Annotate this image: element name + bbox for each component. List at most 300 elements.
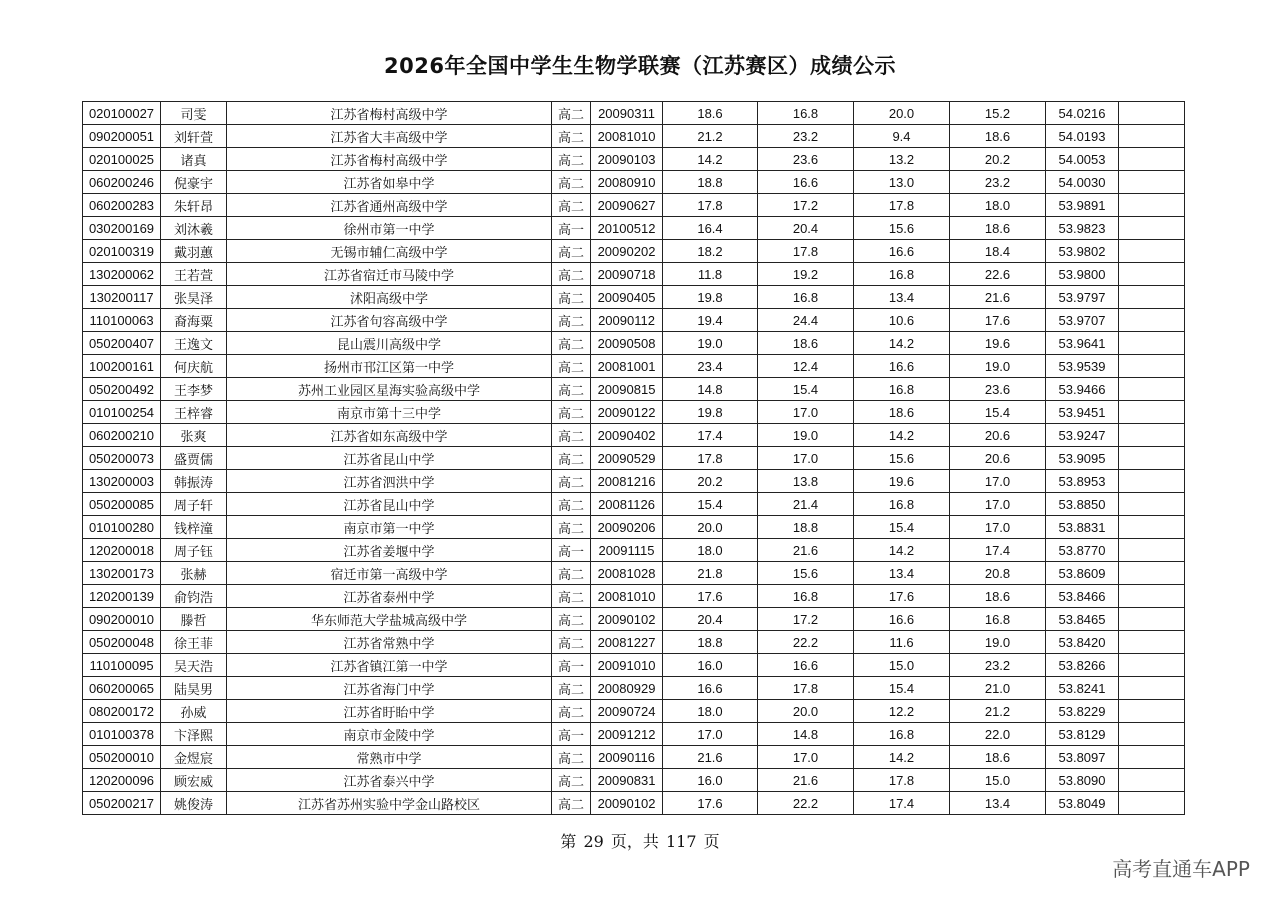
student-name-cell: 王逸文 — [161, 332, 227, 355]
table-row — [83, 677, 1185, 700]
empty-cell — [1119, 171, 1185, 194]
student-id-cell: 120200139 — [83, 585, 161, 608]
score-cell: 15.4 — [663, 493, 758, 516]
total-score-cell: 54.0216 — [1046, 102, 1119, 125]
student-id-cell: 020100319 — [83, 240, 161, 263]
total-score-cell: 53.9802 — [1046, 240, 1119, 263]
score-cell: 23.6 — [950, 378, 1046, 401]
table-row — [83, 608, 1185, 631]
score-cell: 11.8 — [663, 263, 758, 286]
table-row — [83, 700, 1185, 723]
score-cell: 23.6 — [758, 148, 854, 171]
empty-cell — [1119, 746, 1185, 769]
empty-cell — [1119, 194, 1185, 217]
birthdate-cell: 20090122 — [591, 401, 663, 424]
score-cell: 17.4 — [950, 539, 1046, 562]
score-cell: 22.2 — [758, 792, 854, 815]
score-cell: 18.0 — [950, 194, 1046, 217]
score-cell: 13.0 — [854, 171, 950, 194]
empty-cell — [1119, 424, 1185, 447]
table-row — [83, 539, 1185, 562]
school-cell: 江苏省昆山中学 — [227, 493, 552, 516]
total-score-cell: 53.8229 — [1046, 700, 1119, 723]
score-cell: 16.8 — [854, 493, 950, 516]
score-cell: 14.2 — [663, 148, 758, 171]
empty-cell — [1119, 700, 1185, 723]
grade-cell: 高二 — [552, 424, 591, 447]
score-cell: 16.8 — [854, 378, 950, 401]
school-cell: 扬州市邗江区第一中学 — [227, 355, 552, 378]
score-cell: 17.0 — [758, 746, 854, 769]
birthdate-cell: 20090103 — [591, 148, 663, 171]
table-row — [83, 447, 1185, 470]
birthdate-cell: 20091010 — [591, 654, 663, 677]
score-cell: 16.4 — [663, 217, 758, 240]
table-row — [83, 631, 1185, 654]
empty-cell — [1119, 562, 1185, 585]
student-name-cell: 刘沐羲 — [161, 217, 227, 240]
table-row — [83, 332, 1185, 355]
grade-cell: 高二 — [552, 401, 591, 424]
total-score-cell: 54.0053 — [1046, 148, 1119, 171]
score-cell: 17.6 — [663, 585, 758, 608]
total-score-cell: 53.8953 — [1046, 470, 1119, 493]
birthdate-cell: 20091212 — [591, 723, 663, 746]
score-cell: 23.2 — [950, 654, 1046, 677]
grade-cell: 高二 — [552, 447, 591, 470]
total-score-cell: 53.9800 — [1046, 263, 1119, 286]
birthdate-cell: 20100512 — [591, 217, 663, 240]
school-cell: 无锡市辅仁高级中学 — [227, 240, 552, 263]
grade-cell: 高二 — [552, 263, 591, 286]
birthdate-cell: 20080929 — [591, 677, 663, 700]
total-score-cell: 53.8129 — [1046, 723, 1119, 746]
empty-cell — [1119, 470, 1185, 493]
score-cell: 24.4 — [758, 309, 854, 332]
student-id-cell: 060200065 — [83, 677, 161, 700]
student-id-cell: 010100378 — [83, 723, 161, 746]
total-score-cell: 53.8090 — [1046, 769, 1119, 792]
score-cell: 12.2 — [854, 700, 950, 723]
school-cell: 江苏省苏州实验中学金山路校区 — [227, 792, 552, 815]
total-score-cell: 53.8831 — [1046, 516, 1119, 539]
total-score-cell: 53.9539 — [1046, 355, 1119, 378]
school-cell: 南京市金陵中学 — [227, 723, 552, 746]
student-name-cell: 陆昊男 — [161, 677, 227, 700]
score-cell: 20.0 — [758, 700, 854, 723]
score-cell: 18.4 — [950, 240, 1046, 263]
school-cell: 江苏省泰州中学 — [227, 585, 552, 608]
grade-cell: 高二 — [552, 286, 591, 309]
student-name-cell: 何庆航 — [161, 355, 227, 378]
student-name-cell: 张爽 — [161, 424, 227, 447]
empty-cell — [1119, 263, 1185, 286]
empty-cell — [1119, 654, 1185, 677]
student-name-cell: 张赫 — [161, 562, 227, 585]
score-cell: 17.0 — [663, 723, 758, 746]
score-cell: 20.8 — [950, 562, 1046, 585]
student-id-cell: 050200010 — [83, 746, 161, 769]
score-cell: 16.8 — [758, 286, 854, 309]
grade-cell: 高二 — [552, 562, 591, 585]
score-cell: 16.8 — [854, 723, 950, 746]
total-score-cell: 53.9466 — [1046, 378, 1119, 401]
grade-cell: 高二 — [552, 309, 591, 332]
score-cell: 22.2 — [758, 631, 854, 654]
birthdate-cell: 20090116 — [591, 746, 663, 769]
score-cell: 19.0 — [758, 424, 854, 447]
student-name-cell: 韩振涛 — [161, 470, 227, 493]
school-cell: 江苏省句容高级中学 — [227, 309, 552, 332]
score-cell: 17.8 — [854, 769, 950, 792]
total-score-cell: 53.8770 — [1046, 539, 1119, 562]
score-cell: 21.2 — [663, 125, 758, 148]
grade-cell: 高二 — [552, 102, 591, 125]
empty-cell — [1119, 309, 1185, 332]
birthdate-cell: 20090831 — [591, 769, 663, 792]
student-id-cell: 130200003 — [83, 470, 161, 493]
grade-cell: 高二 — [552, 240, 591, 263]
grade-cell: 高二 — [552, 355, 591, 378]
table-row — [83, 585, 1185, 608]
table-row — [83, 194, 1185, 217]
birthdate-cell: 20090102 — [591, 792, 663, 815]
grade-cell: 高二 — [552, 769, 591, 792]
score-cell: 20.6 — [950, 424, 1046, 447]
grade-cell: 高二 — [552, 608, 591, 631]
score-cell: 15.4 — [854, 516, 950, 539]
table-row — [83, 125, 1185, 148]
birthdate-cell: 20081010 — [591, 125, 663, 148]
score-cell: 21.6 — [950, 286, 1046, 309]
school-cell: 江苏省姜堰中学 — [227, 539, 552, 562]
score-cell: 15.4 — [950, 401, 1046, 424]
student-name-cell: 顾宏威 — [161, 769, 227, 792]
grade-cell: 高一 — [552, 723, 591, 746]
score-cell: 15.6 — [854, 217, 950, 240]
score-cell: 9.4 — [854, 125, 950, 148]
empty-cell — [1119, 378, 1185, 401]
birthdate-cell: 20081028 — [591, 562, 663, 585]
score-cell: 17.8 — [663, 447, 758, 470]
score-cell: 16.6 — [663, 677, 758, 700]
score-cell: 19.0 — [950, 355, 1046, 378]
score-cell: 19.0 — [950, 631, 1046, 654]
school-cell: 江苏省宿迁市马陵中学 — [227, 263, 552, 286]
total-score-cell: 53.8241 — [1046, 677, 1119, 700]
birthdate-cell: 20081126 — [591, 493, 663, 516]
birthdate-cell: 20081227 — [591, 631, 663, 654]
empty-cell — [1119, 493, 1185, 516]
score-cell: 18.6 — [663, 102, 758, 125]
score-cell: 16.6 — [758, 654, 854, 677]
school-cell: 江苏省泗洪中学 — [227, 470, 552, 493]
score-cell: 20.0 — [854, 102, 950, 125]
score-cell: 18.6 — [950, 746, 1046, 769]
table-row — [83, 769, 1185, 792]
empty-cell — [1119, 516, 1185, 539]
empty-cell — [1119, 240, 1185, 263]
birthdate-cell: 20090627 — [591, 194, 663, 217]
birthdate-cell: 20081216 — [591, 470, 663, 493]
student-name-cell: 孙威 — [161, 700, 227, 723]
grade-cell: 高二 — [552, 148, 591, 171]
grade-cell: 高二 — [552, 470, 591, 493]
grade-cell: 高二 — [552, 194, 591, 217]
score-cell: 17.8 — [854, 194, 950, 217]
score-cell: 17.2 — [758, 194, 854, 217]
birthdate-cell: 20090206 — [591, 516, 663, 539]
birthdate-cell: 20080910 — [591, 171, 663, 194]
score-cell: 17.6 — [663, 792, 758, 815]
student-name-cell: 金煜宸 — [161, 746, 227, 769]
score-cell: 15.4 — [758, 378, 854, 401]
student-id-cell: 080200172 — [83, 700, 161, 723]
score-cell: 13.4 — [854, 562, 950, 585]
score-cell: 17.8 — [663, 194, 758, 217]
score-cell: 18.0 — [663, 539, 758, 562]
score-cell: 19.8 — [663, 286, 758, 309]
score-cell: 21.0 — [950, 677, 1046, 700]
student-name-cell: 裔海粟 — [161, 309, 227, 332]
empty-cell — [1119, 401, 1185, 424]
total-score-cell: 53.9247 — [1046, 424, 1119, 447]
school-cell: 苏州工业园区星海实验高级中学 — [227, 378, 552, 401]
student-name-cell: 王梓睿 — [161, 401, 227, 424]
table-row — [83, 102, 1185, 125]
score-cell: 11.6 — [854, 631, 950, 654]
school-cell: 江苏省通州高级中学 — [227, 194, 552, 217]
total-score-cell: 53.9095 — [1046, 447, 1119, 470]
grade-cell: 高二 — [552, 125, 591, 148]
empty-cell — [1119, 332, 1185, 355]
student-id-cell: 020100025 — [83, 148, 161, 171]
student-id-cell: 050200407 — [83, 332, 161, 355]
student-name-cell: 周子钰 — [161, 539, 227, 562]
student-name-cell: 司雯 — [161, 102, 227, 125]
student-id-cell: 060200246 — [83, 171, 161, 194]
student-id-cell: 030200169 — [83, 217, 161, 240]
student-id-cell: 050200085 — [83, 493, 161, 516]
score-cell: 18.0 — [663, 700, 758, 723]
total-score-cell: 53.9797 — [1046, 286, 1119, 309]
score-cell: 12.4 — [758, 355, 854, 378]
table-row — [83, 171, 1185, 194]
watermark-logo-text: 高考直通车APP — [1112, 857, 1250, 881]
score-cell: 16.6 — [854, 240, 950, 263]
score-cell: 19.6 — [854, 470, 950, 493]
student-id-cell: 120200018 — [83, 539, 161, 562]
student-name-cell: 钱梓潼 — [161, 516, 227, 539]
student-name-cell: 徐王菲 — [161, 631, 227, 654]
grade-cell: 高二 — [552, 746, 591, 769]
student-id-cell: 010100254 — [83, 401, 161, 424]
total-score-cell: 53.8609 — [1046, 562, 1119, 585]
score-cell: 21.6 — [758, 539, 854, 562]
score-cell: 17.0 — [950, 516, 1046, 539]
score-cell: 23.4 — [663, 355, 758, 378]
school-cell: 常熟市中学 — [227, 746, 552, 769]
total-score-cell: 53.8420 — [1046, 631, 1119, 654]
score-cell: 18.6 — [950, 125, 1046, 148]
student-id-cell: 050200217 — [83, 792, 161, 815]
birthdate-cell: 20090402 — [591, 424, 663, 447]
score-cell: 17.8 — [758, 240, 854, 263]
empty-cell — [1119, 217, 1185, 240]
total-score-cell: 54.0030 — [1046, 171, 1119, 194]
total-score-cell: 53.9707 — [1046, 309, 1119, 332]
birthdate-cell: 20090718 — [591, 263, 663, 286]
school-cell: 沭阳高级中学 — [227, 286, 552, 309]
score-cell: 14.8 — [758, 723, 854, 746]
birthdate-cell: 20081001 — [591, 355, 663, 378]
total-score-cell: 53.8466 — [1046, 585, 1119, 608]
score-cell: 14.2 — [854, 332, 950, 355]
score-cell: 18.2 — [663, 240, 758, 263]
score-cell: 13.4 — [854, 286, 950, 309]
table-row — [83, 562, 1185, 585]
score-cell: 16.6 — [854, 608, 950, 631]
score-cell: 18.8 — [663, 631, 758, 654]
score-table — [82, 101, 1185, 815]
student-name-cell: 姚俊涛 — [161, 792, 227, 815]
score-cell: 21.2 — [950, 700, 1046, 723]
score-cell: 14.2 — [854, 424, 950, 447]
student-id-cell: 130200117 — [83, 286, 161, 309]
empty-cell — [1119, 769, 1185, 792]
score-cell: 19.8 — [663, 401, 758, 424]
school-cell: 华东师范大学盐城高级中学 — [227, 608, 552, 631]
score-cell: 17.0 — [950, 470, 1046, 493]
birthdate-cell: 20090311 — [591, 102, 663, 125]
total-score-cell: 53.8465 — [1046, 608, 1119, 631]
score-cell: 19.2 — [758, 263, 854, 286]
empty-cell — [1119, 539, 1185, 562]
score-cell: 15.6 — [854, 447, 950, 470]
table-row — [83, 401, 1185, 424]
grade-cell: 高二 — [552, 631, 591, 654]
table-row — [83, 493, 1185, 516]
student-id-cell: 110100095 — [83, 654, 161, 677]
score-cell: 17.4 — [663, 424, 758, 447]
student-name-cell: 滕哲 — [161, 608, 227, 631]
score-cell: 20.6 — [950, 447, 1046, 470]
score-cell: 13.4 — [950, 792, 1046, 815]
student-id-cell: 010100280 — [83, 516, 161, 539]
score-cell: 18.6 — [950, 217, 1046, 240]
score-cell: 16.6 — [758, 171, 854, 194]
score-cell: 16.8 — [854, 263, 950, 286]
score-cell: 13.2 — [854, 148, 950, 171]
table-row — [83, 263, 1185, 286]
score-cell: 17.8 — [758, 677, 854, 700]
school-cell: 南京市第一中学 — [227, 516, 552, 539]
score-cell: 14.2 — [854, 746, 950, 769]
grade-cell: 高二 — [552, 677, 591, 700]
score-cell: 15.0 — [854, 654, 950, 677]
student-id-cell: 050200492 — [83, 378, 161, 401]
score-cell: 17.0 — [758, 401, 854, 424]
table-row — [83, 723, 1185, 746]
grade-cell: 高二 — [552, 585, 591, 608]
table-row — [83, 148, 1185, 171]
empty-cell — [1119, 723, 1185, 746]
student-id-cell: 130200062 — [83, 263, 161, 286]
table-row — [83, 746, 1185, 769]
grade-cell: 高二 — [552, 493, 591, 516]
total-score-cell: 54.0193 — [1046, 125, 1119, 148]
table-row — [83, 792, 1185, 815]
student-name-cell: 戴羽蕙 — [161, 240, 227, 263]
student-id-cell: 090200051 — [83, 125, 161, 148]
student-name-cell: 王李梦 — [161, 378, 227, 401]
school-cell: 江苏省大丰高级中学 — [227, 125, 552, 148]
page-title: 2026年全国中学生生物学联赛（江苏赛区）成绩公示 — [384, 54, 896, 78]
school-cell: 江苏省泰兴中学 — [227, 769, 552, 792]
score-cell: 21.6 — [758, 769, 854, 792]
score-cell: 16.8 — [950, 608, 1046, 631]
student-id-cell: 130200173 — [83, 562, 161, 585]
score-cell: 15.2 — [950, 102, 1046, 125]
total-score-cell: 53.9641 — [1046, 332, 1119, 355]
total-score-cell: 53.8049 — [1046, 792, 1119, 815]
score-cell: 15.6 — [758, 562, 854, 585]
student-id-cell: 100200161 — [83, 355, 161, 378]
score-cell: 15.0 — [950, 769, 1046, 792]
school-cell: 南京市第十三中学 — [227, 401, 552, 424]
student-id-cell: 120200096 — [83, 769, 161, 792]
table-row — [83, 516, 1185, 539]
score-cell: 20.2 — [950, 148, 1046, 171]
birthdate-cell: 20090508 — [591, 332, 663, 355]
school-cell: 徐州市第一中学 — [227, 217, 552, 240]
birthdate-cell: 20090202 — [591, 240, 663, 263]
score-cell: 17.0 — [950, 493, 1046, 516]
score-cell: 14.2 — [854, 539, 950, 562]
school-cell: 江苏省镇江第一中学 — [227, 654, 552, 677]
score-cell: 20.2 — [663, 470, 758, 493]
score-cell: 16.8 — [758, 102, 854, 125]
total-score-cell: 53.9823 — [1046, 217, 1119, 240]
score-cell: 18.6 — [854, 401, 950, 424]
empty-cell — [1119, 585, 1185, 608]
page-number: 第 29 页，共 117 页 — [560, 832, 720, 851]
grade-cell: 高二 — [552, 378, 591, 401]
student-id-cell: 050200048 — [83, 631, 161, 654]
school-cell: 昆山震川高级中学 — [227, 332, 552, 355]
table-row — [83, 355, 1185, 378]
empty-cell — [1119, 355, 1185, 378]
score-cell: 16.0 — [663, 769, 758, 792]
score-cell: 10.6 — [854, 309, 950, 332]
score-cell: 19.6 — [950, 332, 1046, 355]
student-name-cell: 刘轩萱 — [161, 125, 227, 148]
student-name-cell: 盛贾儒 — [161, 447, 227, 470]
birthdate-cell: 20090102 — [591, 608, 663, 631]
student-name-cell: 倪豪宇 — [161, 171, 227, 194]
score-cell: 23.2 — [758, 125, 854, 148]
score-cell: 17.0 — [758, 447, 854, 470]
score-cell: 17.6 — [854, 585, 950, 608]
grade-cell: 高二 — [552, 171, 591, 194]
table-row — [83, 378, 1185, 401]
table-row — [83, 424, 1185, 447]
score-cell: 21.4 — [758, 493, 854, 516]
birthdate-cell: 20090724 — [591, 700, 663, 723]
grade-cell: 高一 — [552, 539, 591, 562]
empty-cell — [1119, 286, 1185, 309]
school-cell: 江苏省如东高级中学 — [227, 424, 552, 447]
